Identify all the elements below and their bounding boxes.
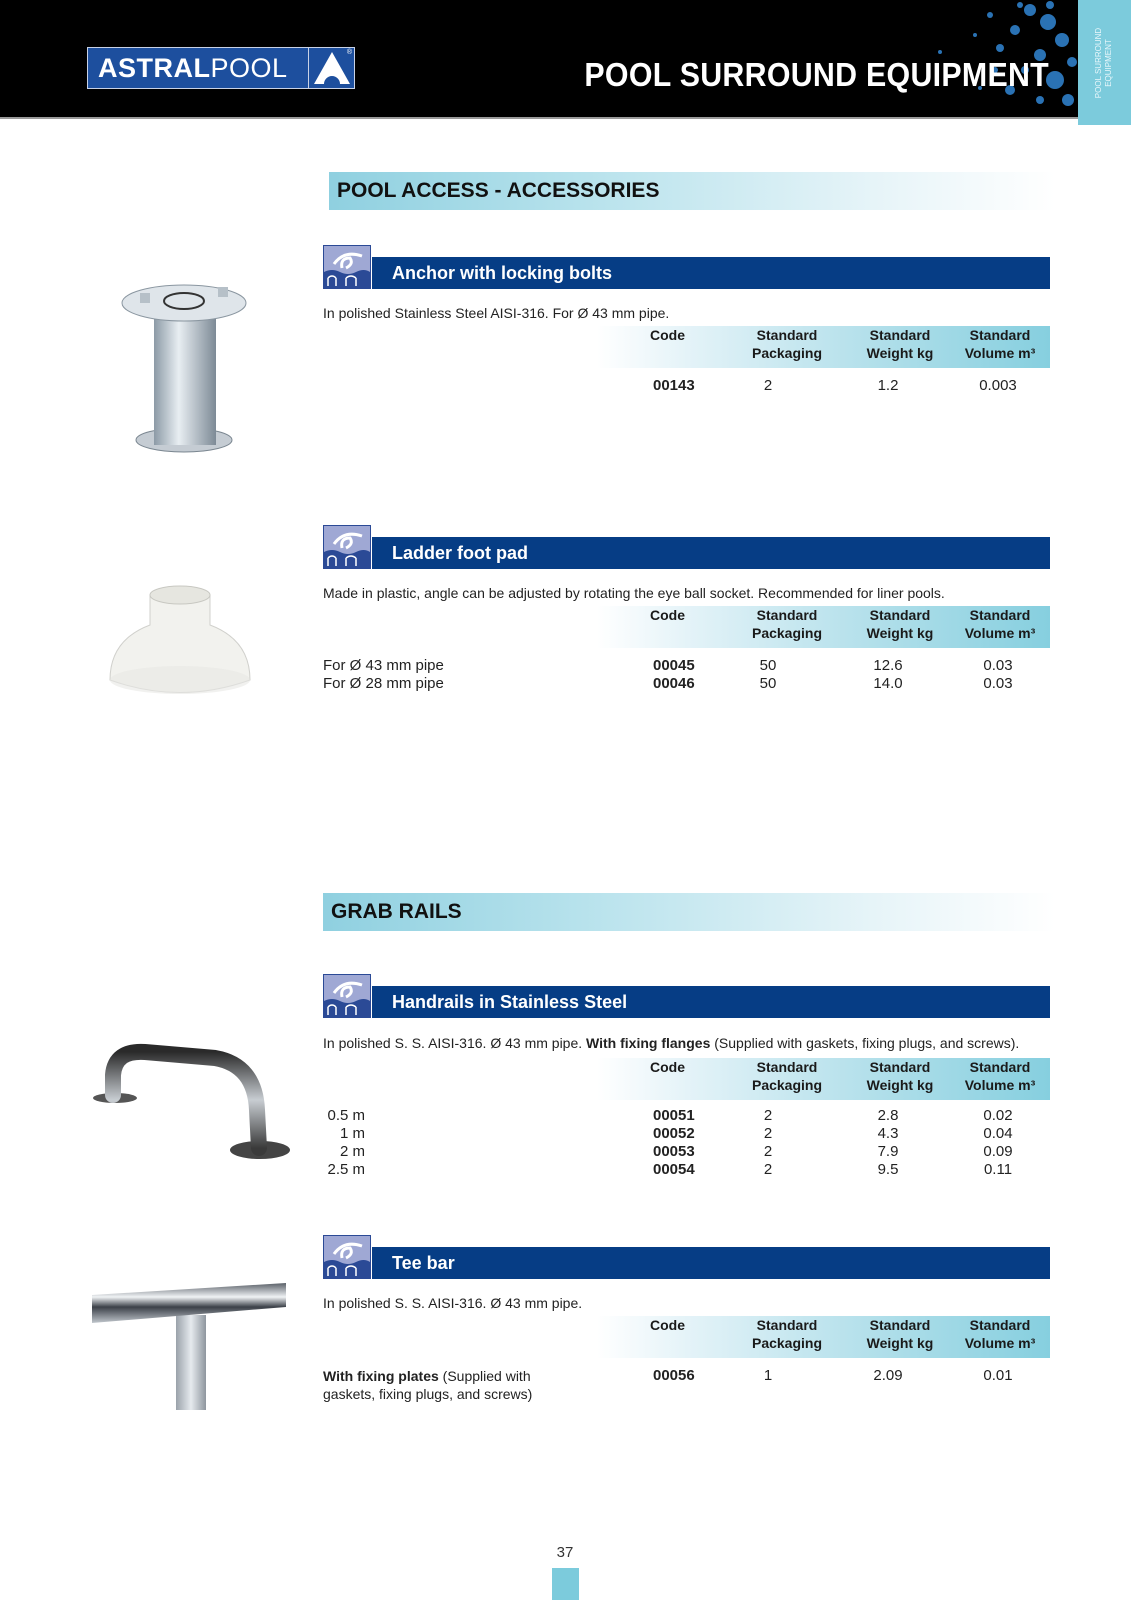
- cell-weight: 2.8: [877, 1107, 899, 1124]
- cell-weight: 7.9: [877, 1143, 899, 1160]
- col-code: Code: [650, 607, 685, 623]
- cell-volume: 0.02: [983, 1107, 1013, 1124]
- cell-weight: 14.0: [873, 675, 903, 692]
- table-row: [323, 1367, 1050, 1403]
- cell-label: 2.5 m: [327, 1161, 365, 1178]
- table-row: [323, 1143, 1050, 1161]
- cell-packaging: 2: [763, 1143, 773, 1160]
- cell-volume: 0.04: [983, 1125, 1013, 1142]
- table-row: [323, 675, 1050, 693]
- col-volume: Standard Volume m³: [964, 607, 1036, 641]
- cell-weight: 1.2: [877, 377, 899, 394]
- cell-label: With fixing plates (Supplied with gaskets, fixing plugs, and screws): [323, 1368, 533, 1402]
- table-row: [323, 377, 1050, 395]
- cell-label: For Ø 43 mm pipe: [323, 657, 444, 674]
- cell-weight: 9.5: [877, 1161, 899, 1178]
- cell-code: 00046: [653, 675, 695, 692]
- logo-triangle-icon: [308, 48, 354, 88]
- side-tab-line1: POOL SURROUND: [1094, 27, 1104, 98]
- cell-label: For Ø 28 mm pipe: [323, 675, 444, 692]
- cell-code: 00054: [653, 1161, 695, 1178]
- col-packaging: Standard Packaging: [751, 1317, 823, 1351]
- page-header: [0, 0, 1131, 118]
- product-title-bar: [372, 1247, 1050, 1279]
- table-row: [323, 1107, 1050, 1125]
- cell-volume: 0.11: [983, 1161, 1013, 1178]
- anchor-product-photo: [118, 275, 258, 465]
- cell-volume: 0.003: [979, 377, 1017, 394]
- cell-packaging: 2: [763, 377, 773, 394]
- col-volume: Standard Volume m³: [964, 327, 1036, 361]
- product-title: Tee bar: [392, 1253, 455, 1273]
- table-header: [597, 326, 1050, 368]
- page-tab-marker: [552, 1568, 579, 1600]
- cell-volume: 0.03: [983, 657, 1013, 674]
- cell-label: 0.5 m: [327, 1107, 365, 1124]
- cell-code: 00056: [653, 1367, 695, 1384]
- page-title: POOL SURROUND EQUIPMENT: [584, 56, 1049, 93]
- section-banner-grab-rails: GRAB RAILS: [323, 893, 1055, 931]
- cell-code: 00053: [653, 1143, 695, 1160]
- cell-code: 00143: [653, 377, 695, 394]
- swimmer-pool-icon: [323, 1235, 371, 1279]
- astralpool-logo: [87, 47, 355, 89]
- cell-packaging: 1: [763, 1367, 773, 1384]
- table-header: [597, 606, 1050, 648]
- registered-mark: ®: [346, 49, 352, 56]
- table-row: [323, 657, 1050, 675]
- col-packaging: Standard Packaging: [751, 607, 823, 641]
- col-weight: Standard Weight kg: [866, 327, 934, 361]
- product-header-tee-bar: [323, 1247, 1050, 1279]
- table-header: [597, 1058, 1050, 1100]
- col-packaging: Standard Packaging: [751, 327, 823, 361]
- cell-volume: 0.03: [983, 675, 1013, 692]
- product-header-ladder-foot-pad: [323, 537, 1050, 569]
- col-weight: Standard Weight kg: [866, 607, 934, 641]
- cell-weight: 2.09: [873, 1367, 903, 1384]
- cell-code: 00045: [653, 657, 695, 674]
- foot-pad-product-photo: [100, 580, 260, 710]
- tee-bar-product-photo: [88, 1275, 288, 1415]
- product-description: In polished Stainless Steel AISI-316. For Ø 43 mm pipe.: [323, 305, 670, 321]
- col-weight: Standard Weight kg: [866, 1059, 934, 1093]
- cell-weight: 12.6: [873, 657, 903, 674]
- cell-packaging: 2: [763, 1125, 773, 1142]
- table-row: [323, 1161, 1050, 1179]
- product-header-handrails: [323, 986, 1050, 1018]
- cell-packaging: 2: [763, 1161, 773, 1178]
- col-code: Code: [650, 1059, 685, 1075]
- handrail-product-photo: [85, 1020, 305, 1190]
- side-tab-line2: EQUIPMENT: [1104, 38, 1114, 87]
- product-description: In polished S. S. AISI-316. Ø 43 mm pipe. With fixing flanges (Supplied with gaskets, fixing plugs, and screws).: [323, 1035, 1020, 1051]
- product-title-bar: [372, 537, 1050, 569]
- swimmer-pool-icon: [323, 525, 371, 569]
- cell-packaging: 2: [763, 1107, 773, 1124]
- product-title-bar: [372, 257, 1050, 289]
- product-title-bar: [372, 986, 1050, 1018]
- col-code: Code: [650, 327, 685, 343]
- product-description: Made in plastic, angle can be adjusted by rotating the eye ball socket. Recommended for liner pools.: [323, 585, 945, 601]
- col-packaging: Standard Packaging: [751, 1059, 823, 1093]
- chapter-side-tab[interactable]: [1078, 0, 1131, 125]
- cell-label: 1 m: [339, 1125, 365, 1142]
- product-header-anchor: [323, 257, 1050, 289]
- logo-wordmark: [88, 53, 308, 84]
- logo-light-text: POOL: [210, 52, 288, 83]
- product-title: Anchor with locking bolts: [392, 263, 612, 283]
- product-title: Handrails in Stainless Steel: [392, 992, 628, 1012]
- cell-packaging: 50: [759, 657, 777, 674]
- cell-code: 00051: [653, 1107, 695, 1124]
- col-volume: Standard Volume m³: [964, 1317, 1036, 1351]
- table-header: [597, 1316, 1050, 1358]
- cell-packaging: 50: [759, 675, 777, 692]
- logo-bold-text: ASTRAL: [98, 52, 211, 83]
- cell-volume: 0.01: [983, 1367, 1013, 1384]
- col-code: Code: [650, 1317, 685, 1333]
- cell-weight: 4.3: [877, 1125, 899, 1142]
- swimmer-pool-icon: [323, 245, 371, 289]
- swimmer-pool-icon: [323, 974, 371, 1018]
- header-divider: [0, 117, 1078, 119]
- section-banner-pool-access: POOL ACCESS - ACCESSORIES: [329, 172, 1055, 210]
- page-number: 37: [556, 1544, 574, 1561]
- table-row: [323, 1125, 1050, 1143]
- col-volume: Standard Volume m³: [964, 1059, 1036, 1093]
- cell-label: 2 m: [339, 1143, 365, 1160]
- product-description: In polished S. S. AISI-316. Ø 43 mm pipe.: [323, 1295, 583, 1311]
- cell-code: 00052: [653, 1125, 695, 1142]
- product-title: Ladder foot pad: [392, 543, 528, 563]
- cell-volume: 0.09: [983, 1143, 1013, 1160]
- col-weight: Standard Weight kg: [866, 1317, 934, 1351]
